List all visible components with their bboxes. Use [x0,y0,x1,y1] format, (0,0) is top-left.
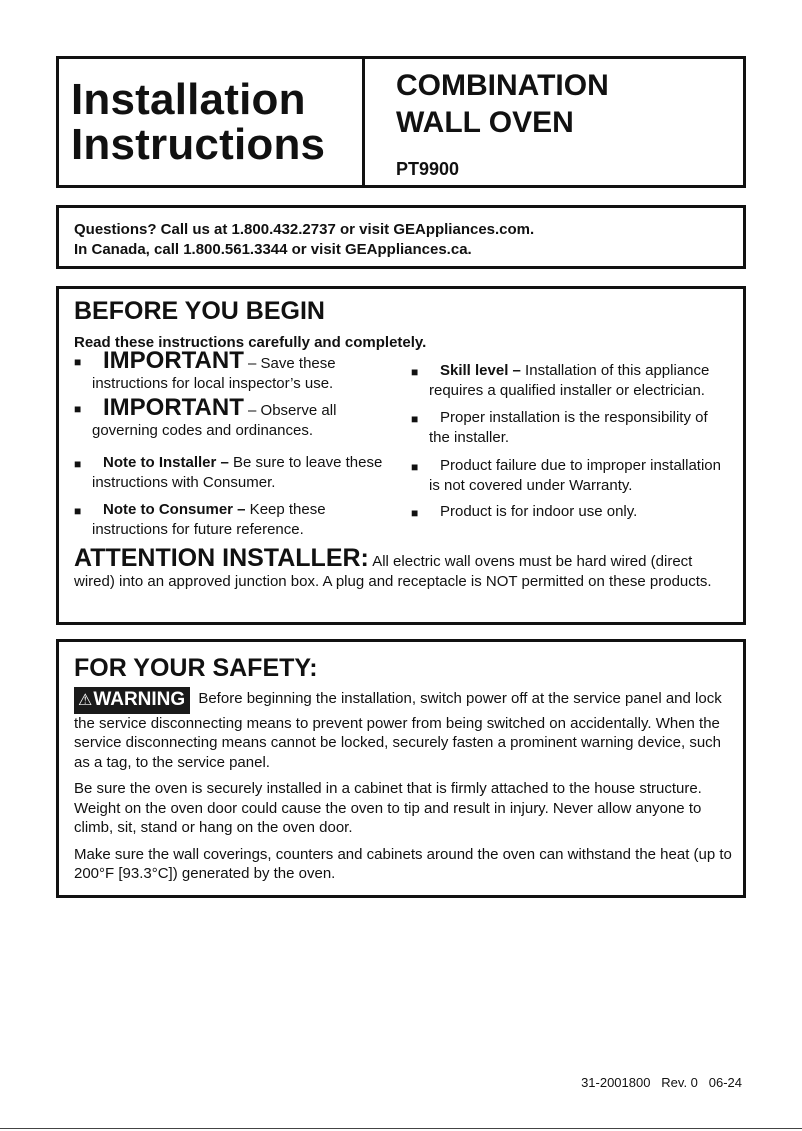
contact-us: Questions? Call us at 1.800.432.2737 or visit GEAppliances.com. [74,221,535,238]
before-title: BEFORE YOU BEGIN [74,297,325,325]
warning-icon: ⚠ [78,692,93,709]
important-label: IMPORTANT [103,347,244,374]
list-item: ■ Note to Consumer – Keep these instructions for future reference. [74,501,326,538]
list-item: ■ Product failure due to improper installation is not covered under Warranty. [411,457,721,494]
contact-box [56,205,746,269]
list-item: ■ Proper installation is the responsibility of the installer. [411,409,708,446]
list-item: ■ Note to Installer – Be sure to leave these instructions with Consumer. [74,454,383,491]
bullet-icon: ■ [74,457,82,471]
list-item: ■ IMPORTANT – Observe all governing codes and ordinances. [74,394,337,439]
attention-label: ATTENTION INSTALLER: [74,544,369,572]
safety-title: FOR YOUR SAFETY: [74,654,318,682]
title-line-1: Installation [71,75,306,124]
bullet-icon: ■ [74,504,82,518]
product-block [365,59,743,185]
bottom-divider [0,1128,802,1129]
product-line-1: COMBINATION [396,69,609,102]
model-number: PT9900 [396,159,460,179]
safety-paragraph-3: Make sure the wall coverings, counters and cabinets around the oven can withstand the heat (up to 200°F [93.3°C]) generated by the oven. [74,845,732,882]
safety-paragraph-1: ⚠WARNING Before beginning the installation, switch power off at the service panel and lock the service disconnecting means to prevent power from being switched on accidentally. When the service disconnecting means cannot be locked, securely fasten a prominent warning device, such as a tag, to the service panel. [74,689,722,771]
warning-badge: ⚠WARNING [74,687,190,714]
list-item: ■ Skill level – Installation of this appliance requires a qualified installer or electrician. [411,362,710,399]
safety-body [74,687,734,891]
bullet-icon: ■ [411,460,419,474]
left-bullet-column [74,347,399,540]
safety-box [56,639,746,898]
bullet-icon: ■ [411,412,419,426]
safety-paragraph-2: Be sure the oven is securely installed in a cabinet that is firmly attached to the house structure. Weight on the oven door could cause the oven to tip and result in injury. Never allow anyone to climb, sit, stand or hang on the oven door. [74,780,702,836]
attention-text: All electric wall ovens must be hard wired (direct wired) into an approved junction box. A plug and receptacle is NOT permitted on these products. [74,553,712,590]
before-you-begin-box [56,286,746,625]
bullet-icon: ■ [411,506,419,520]
list-item: ■ IMPORTANT – Save these instructions for local inspector’s use. [74,347,336,392]
bullet-icon: ■ [74,355,82,369]
header-box [56,56,746,188]
title-block [59,59,365,185]
title-line-2: Instructions [71,120,326,169]
before-lead: Read these instructions carefully and completely. [74,334,427,351]
list-item: ■ Product is for indoor use only. [411,502,741,522]
important-label: IMPORTANT [103,394,244,421]
attention-installer-note [74,544,724,592]
contact-canada: In Canada, call 1.800.561.3344 or visit GEAppliances.ca. [74,241,472,258]
product-line-2: WALL OVEN [396,106,574,139]
bullet-icon: ■ [74,402,82,416]
bullet-icon: ■ [411,365,419,379]
right-bullet-column [411,361,741,522]
document-id: 31-2001800 Rev. 0 06-24 [581,1075,742,1090]
